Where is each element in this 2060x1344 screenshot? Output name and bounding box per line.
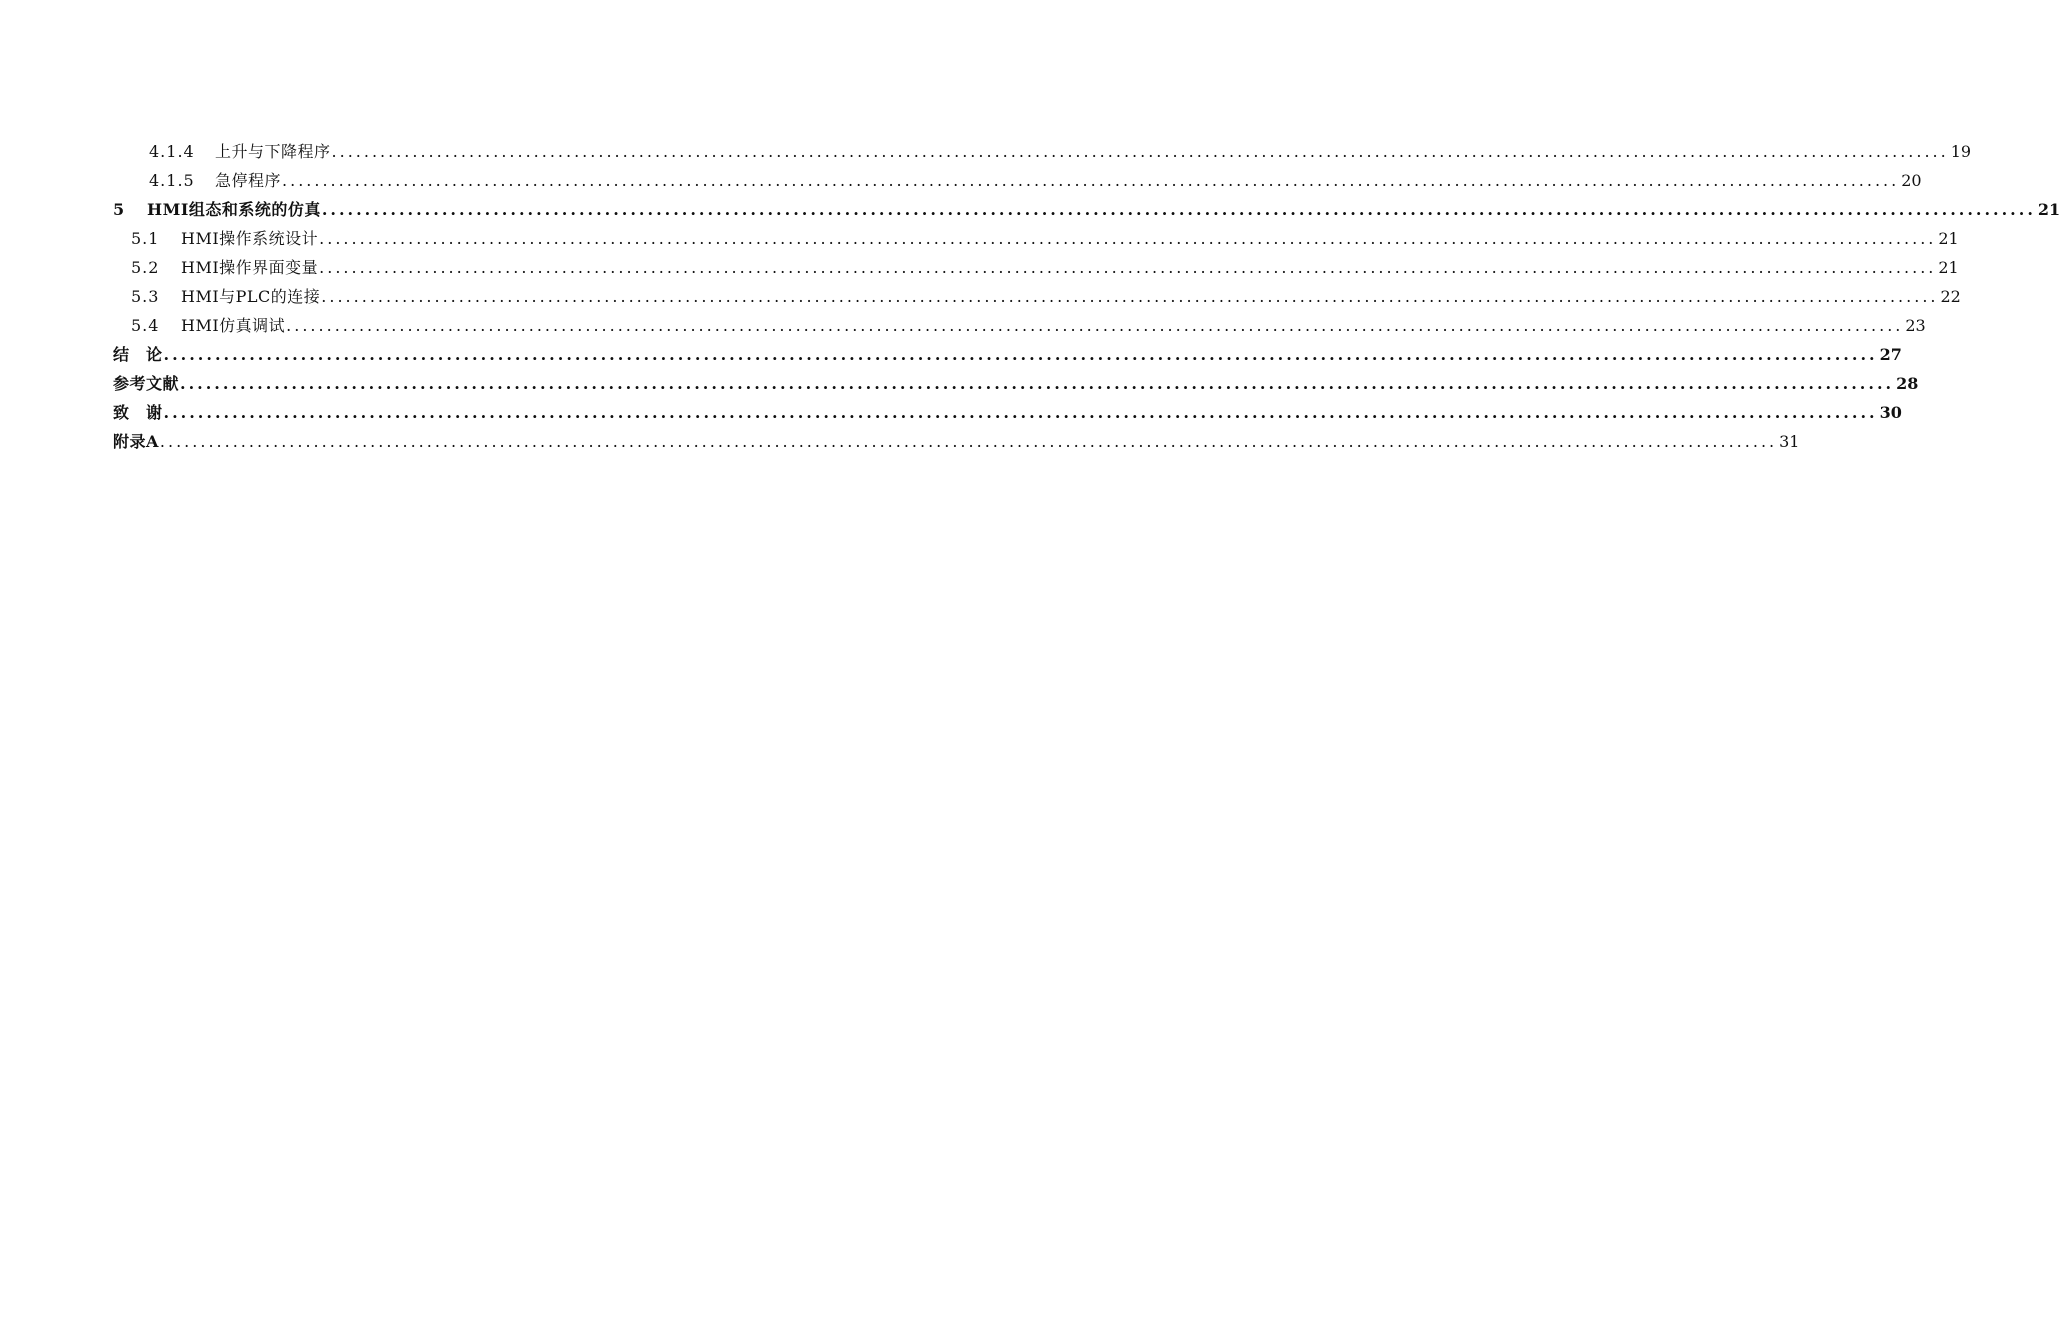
toc-entry-title: HMI组态和系统的仿真: [147, 200, 321, 219]
toc-entry-number: 5.1: [131, 229, 160, 248]
toc-entry-acknowledgements[interactable]: [113, 401, 1902, 430]
toc-entry-page: 27: [1879, 345, 1902, 364]
toc-entry-title: 致 谢: [113, 403, 163, 422]
toc-leader-dots: ........................................................................................................................................................................................................: [321, 200, 2036, 219]
toc-entry-conclusion[interactable]: [113, 343, 1902, 372]
toc-leader-dots: ........................................................................................................................................................................................................: [282, 171, 1900, 190]
toc-entry-5-2[interactable]: [113, 256, 1959, 285]
toc-entry-5-1[interactable]: [113, 227, 1959, 256]
toc-entry-page: 28: [1896, 374, 1919, 393]
toc-entry-title: 急停程序: [215, 171, 282, 190]
toc-leader-dots: ........................................................................................................................................................................................................: [163, 403, 1878, 422]
toc-entry-5-4[interactable]: [113, 314, 1926, 343]
toc-leader-dots: ........................................................................................................................................................................................................: [331, 142, 1949, 161]
toc-entry-page: 31: [1779, 432, 1800, 451]
toc-leader-dots: ........................................................................................................................................................................................................: [163, 345, 1878, 364]
toc-entry-number: 5.3: [131, 287, 160, 306]
toc-entry-number: 4.1.5: [149, 171, 195, 190]
toc-leader-dots: ........................................................................................................................................................................................................: [321, 287, 1939, 306]
toc-leader-dots: ........................................................................................................................................................................................................: [319, 229, 1937, 248]
toc-entry-page: 21: [1938, 258, 1959, 277]
toc-entry-appendix-a[interactable]: [113, 430, 1800, 459]
toc-entry-page: 20: [1901, 171, 1922, 190]
toc-entry-5-3[interactable]: [113, 285, 1961, 314]
toc-entry-4-1-4[interactable]: [113, 140, 1972, 169]
toc-entry-number: 5.2: [131, 258, 160, 277]
toc-entry-title: HMI操作系统设计: [181, 229, 319, 248]
toc-entry-chapter-5[interactable]: [113, 198, 2060, 227]
toc-leader-dots: ........................................................................................................................................................................................................: [286, 316, 1904, 335]
toc-entry-page: 21: [1938, 229, 1959, 248]
toc-entry-page: 21: [2037, 200, 2060, 219]
toc-entry-number: 5: [113, 200, 125, 219]
toc-entry-title: HMI与PLC的连接: [181, 287, 321, 306]
toc-leader-dots: ........................................................................................................................................................................................................: [180, 374, 1895, 393]
toc-entry-title: 上升与下降程序: [215, 142, 331, 161]
toc-entry-number: 4.1.4: [149, 142, 195, 161]
toc-entry-number: 5.4: [131, 316, 160, 335]
toc-entry-title: 参考文献: [113, 374, 180, 393]
toc-entry-references[interactable]: [113, 372, 1919, 401]
toc-entry-page: 19: [1950, 142, 1972, 161]
toc-entry-title: 附录A: [113, 432, 159, 451]
toc-entry-4-1-5[interactable]: [113, 169, 1922, 198]
toc-entry-title: HMI操作界面变量: [181, 258, 319, 277]
toc-entry-title: 结 论: [113, 345, 163, 364]
toc-entry-title: HMI仿真调试: [181, 316, 286, 335]
toc-leader-dots: ........................................................................................................................................................................................................: [319, 258, 1937, 277]
toc-entry-page: 30: [1879, 403, 1902, 422]
toc-entry-page: 22: [1940, 287, 1961, 306]
table-of-contents: [113, 140, 2060, 459]
toc-leader-dots: ........................................................................................................................................................................................................: [159, 432, 1778, 451]
toc-entry-page: 23: [1905, 316, 1926, 335]
